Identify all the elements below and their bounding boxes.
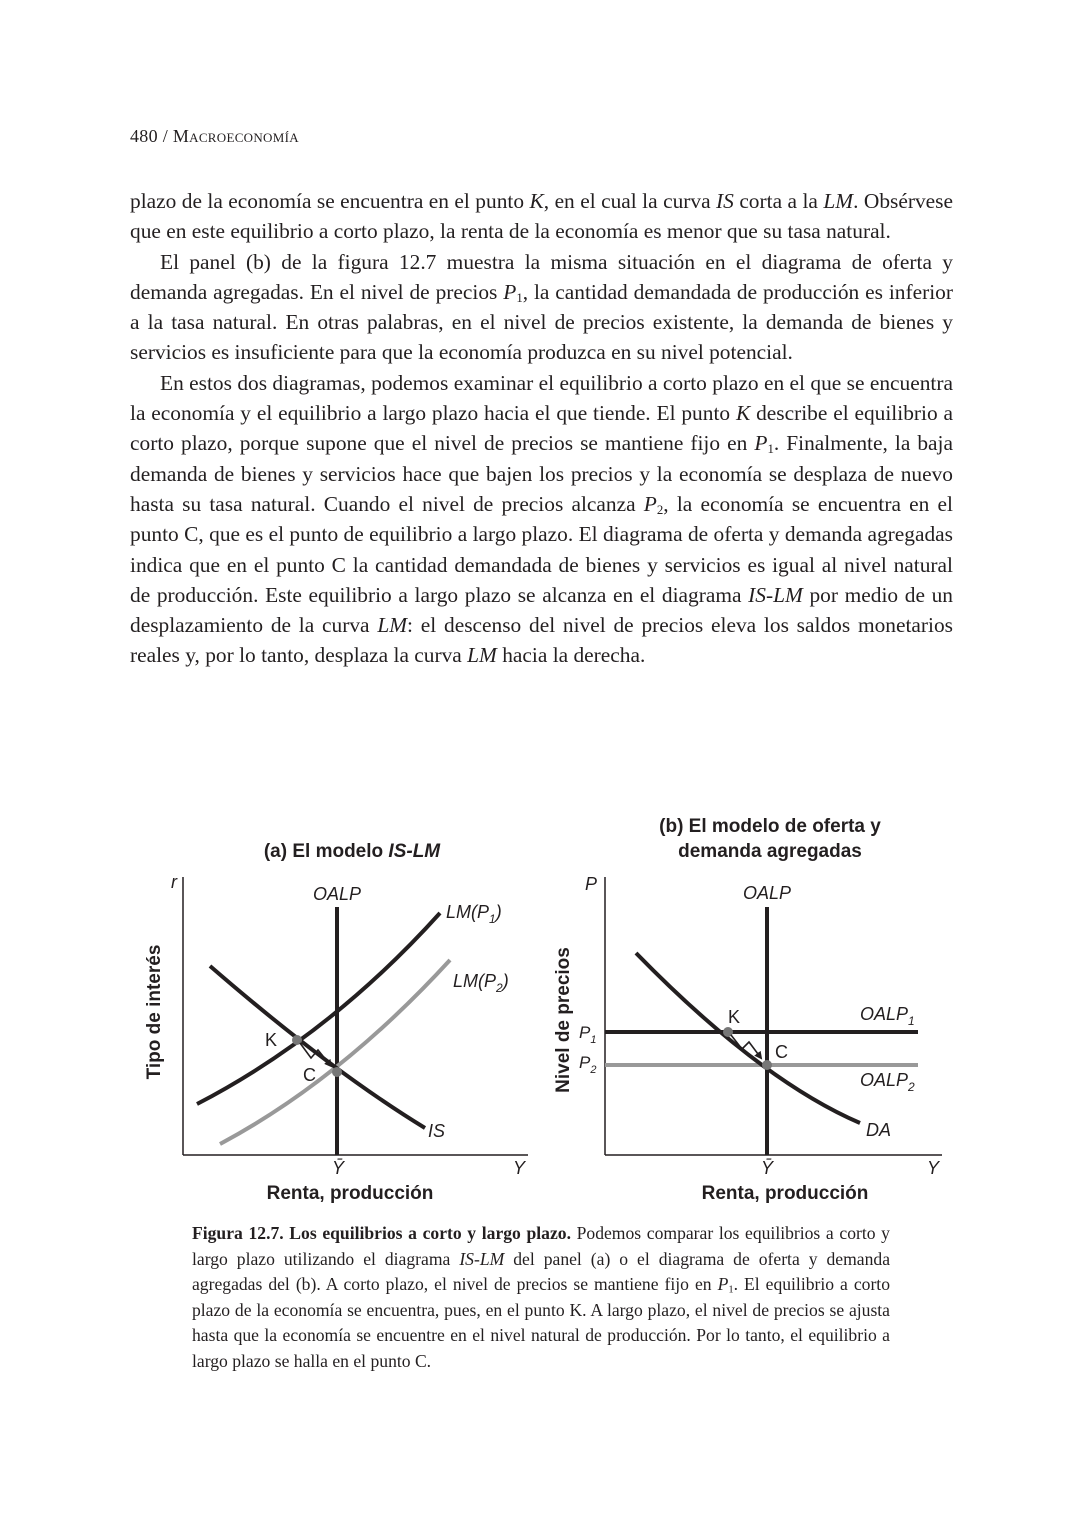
section-title: Macroeconomía <box>172 126 299 146</box>
text-run: hacia la derecha. <box>496 643 646 668</box>
paragraph-1 <box>130 186 953 247</box>
panel-b <box>553 816 942 1204</box>
panel-b-xlabel: Renta, producción <box>701 1183 869 1204</box>
panel-b-ylabel: Nivel de precios <box>553 947 574 1093</box>
panel-a-xlabel: Renta, producción <box>266 1183 434 1204</box>
panel-a-title: (a) El modelo IS-LM <box>263 841 441 862</box>
panel-b-c-label: C <box>775 1042 788 1062</box>
panel-b-oalp-label: OALP <box>742 883 792 903</box>
running-header <box>130 126 299 147</box>
text-run: por medio de un desplazamiento de la curva <box>130 582 953 638</box>
panel-b-da-label: DA <box>866 1120 892 1140</box>
panel-a-is-label: IS <box>428 1121 446 1141</box>
italic-term: P <box>717 1274 729 1295</box>
paragraph-3 <box>130 368 953 671</box>
panel-a-oalp-label: OALP <box>312 884 362 904</box>
text-run: corta a la <box>733 189 824 213</box>
italic-term: P <box>503 279 517 304</box>
body-text <box>130 186 953 671</box>
italic-term: K <box>529 189 544 213</box>
panel-b-k-label: K <box>728 1007 741 1027</box>
text-run: , en el cual la curva <box>543 189 717 213</box>
panel-b-da-curve <box>636 953 860 1123</box>
panel-b-p2-label: $P_2$ <box>579 1053 597 1076</box>
page-number: 480 <box>130 126 158 146</box>
italic-term: K <box>735 401 751 426</box>
subscript: 1 <box>767 442 774 457</box>
italic-term: P <box>643 491 657 516</box>
panel-a-y-symbol: r <box>171 872 177 892</box>
panel-b-oalp2-label: $OALP_2$ <box>860 1070 915 1094</box>
panel-b-title-line2: demanda agregadas <box>678 841 862 862</box>
panel-b-point-c <box>762 1060 772 1070</box>
panel-b-oalp1-label: $OALP_1$ <box>860 1004 915 1028</box>
italic-term: LM <box>823 189 854 213</box>
panel-a-k-label: K <box>265 1030 278 1050</box>
italic-term: LM <box>467 643 497 668</box>
panel-a-x-symbol: Y <box>513 1158 526 1178</box>
panel-a <box>144 841 528 1204</box>
text-run: . Finalmente, la baja demanda de bienes y servicios hace que bajen los precios y la economía se desplaza de nuevo hasta su tasa natural. Cuando el nivel de precios alcanza <box>130 431 953 516</box>
figure-caption <box>192 1221 890 1375</box>
italic-term: LM <box>377 613 408 638</box>
text-run: , la cantidad demandada de producción es inferior a la tasa natural. En otras palabras, en el nivel de precios existente, la demanda de bienes y servicios es insuficiente para que la economía produzca en su nivel potencial. <box>130 279 953 365</box>
header-separator: / <box>162 126 169 146</box>
italic-term: P <box>754 431 768 456</box>
italic-term: IS-LM <box>748 582 803 607</box>
text-run: El panel (b) de la figura 12.7 muestra la misma situación en el diagrama de oferta y demanda agregadas. En el nivel de precios <box>130 249 953 304</box>
panel-a-is-curve <box>210 966 425 1128</box>
text-run: . El equilibrio a corto plazo de la economía se encuentra, pues, en el punto K. A largo plazo, el nivel de precios se ajusta hasta que la economía se encuentre en el nivel natural de producción. Por lo tanto, el equilibrio a largo plazo se halla en el punto C. <box>192 1274 890 1371</box>
text-run: plazo de la economía se encuentra en el punto <box>130 189 530 213</box>
subscript: 1 <box>728 1284 734 1296</box>
panel-a-c-label: C <box>303 1065 316 1085</box>
text-run: , la economía se encuentra en el punto C, que es el punto de equilibrio a largo plazo. El diagrama de oferta y demanda agregadas indica que en el punto C la cantidad demandada de bienes y servicios es igual al nivel natural de producción. Este equilibrio a largo plazo se alcanza en el diagrama <box>130 491 953 607</box>
panel-b-p1-label: $P_1$ <box>579 1023 597 1046</box>
panel-b-y-symbol: P <box>585 874 598 894</box>
panel-b-x-tick: Ȳ <box>760 1158 774 1178</box>
panel-b-title-line1: (b) El modelo de oferta y <box>659 816 881 837</box>
italic-term: IS <box>716 189 734 213</box>
italic-term: IS-LM <box>459 1248 505 1269</box>
text-run: describe el equilibrio a corto plazo, porque supone que el nivel de precios se mantiene fijo en <box>130 401 953 456</box>
panel-a-point-c <box>332 1067 342 1077</box>
panel-b-x-symbol: Y <box>927 1158 940 1178</box>
panel-a-ylabel: Tipo de interés <box>144 944 165 1080</box>
panel-a-x-tick: Ȳ <box>331 1158 345 1178</box>
subscript: 1 <box>516 291 523 306</box>
text-run: Podemos comparar los equilibrios a corto y largo plazo utilizando el diagrama <box>192 1223 890 1269</box>
panel-a-lm1-label: $LM(P_1)$ <box>446 902 502 926</box>
caption-text <box>192 1223 890 1371</box>
text-run: . Obsérvese que en este equilibrio a corto plazo, la renta de la economía es menor que su tasa natural. <box>130 189 953 244</box>
figure-12-7 <box>0 800 1080 1220</box>
paragraph-2 <box>130 247 953 368</box>
text-run: En estos dos diagramas, podemos examinar el equilibrio a corto plazo en el que se encuentra la economía y el equilibrio a largo plazo hacia el que tiende. El punto <box>130 370 953 426</box>
subscript: 2 <box>656 503 664 518</box>
panel-a-lm2-label: $LM(P_2)$ <box>453 971 509 995</box>
text-run: del panel (a) o el diagrama de oferta y demanda agregadas del (b). A corto plazo, el nivel de precios se mantiene fijo en <box>192 1248 890 1295</box>
figure-svg <box>0 800 1080 1220</box>
text-run: : el descenso del nivel de precios eleva los saldos monetarios reales y, por lo tanto, desplaza la curva <box>130 613 953 668</box>
caption-title: Figura 12.7. Los equilibrios a corto y largo plazo. <box>192 1223 571 1243</box>
